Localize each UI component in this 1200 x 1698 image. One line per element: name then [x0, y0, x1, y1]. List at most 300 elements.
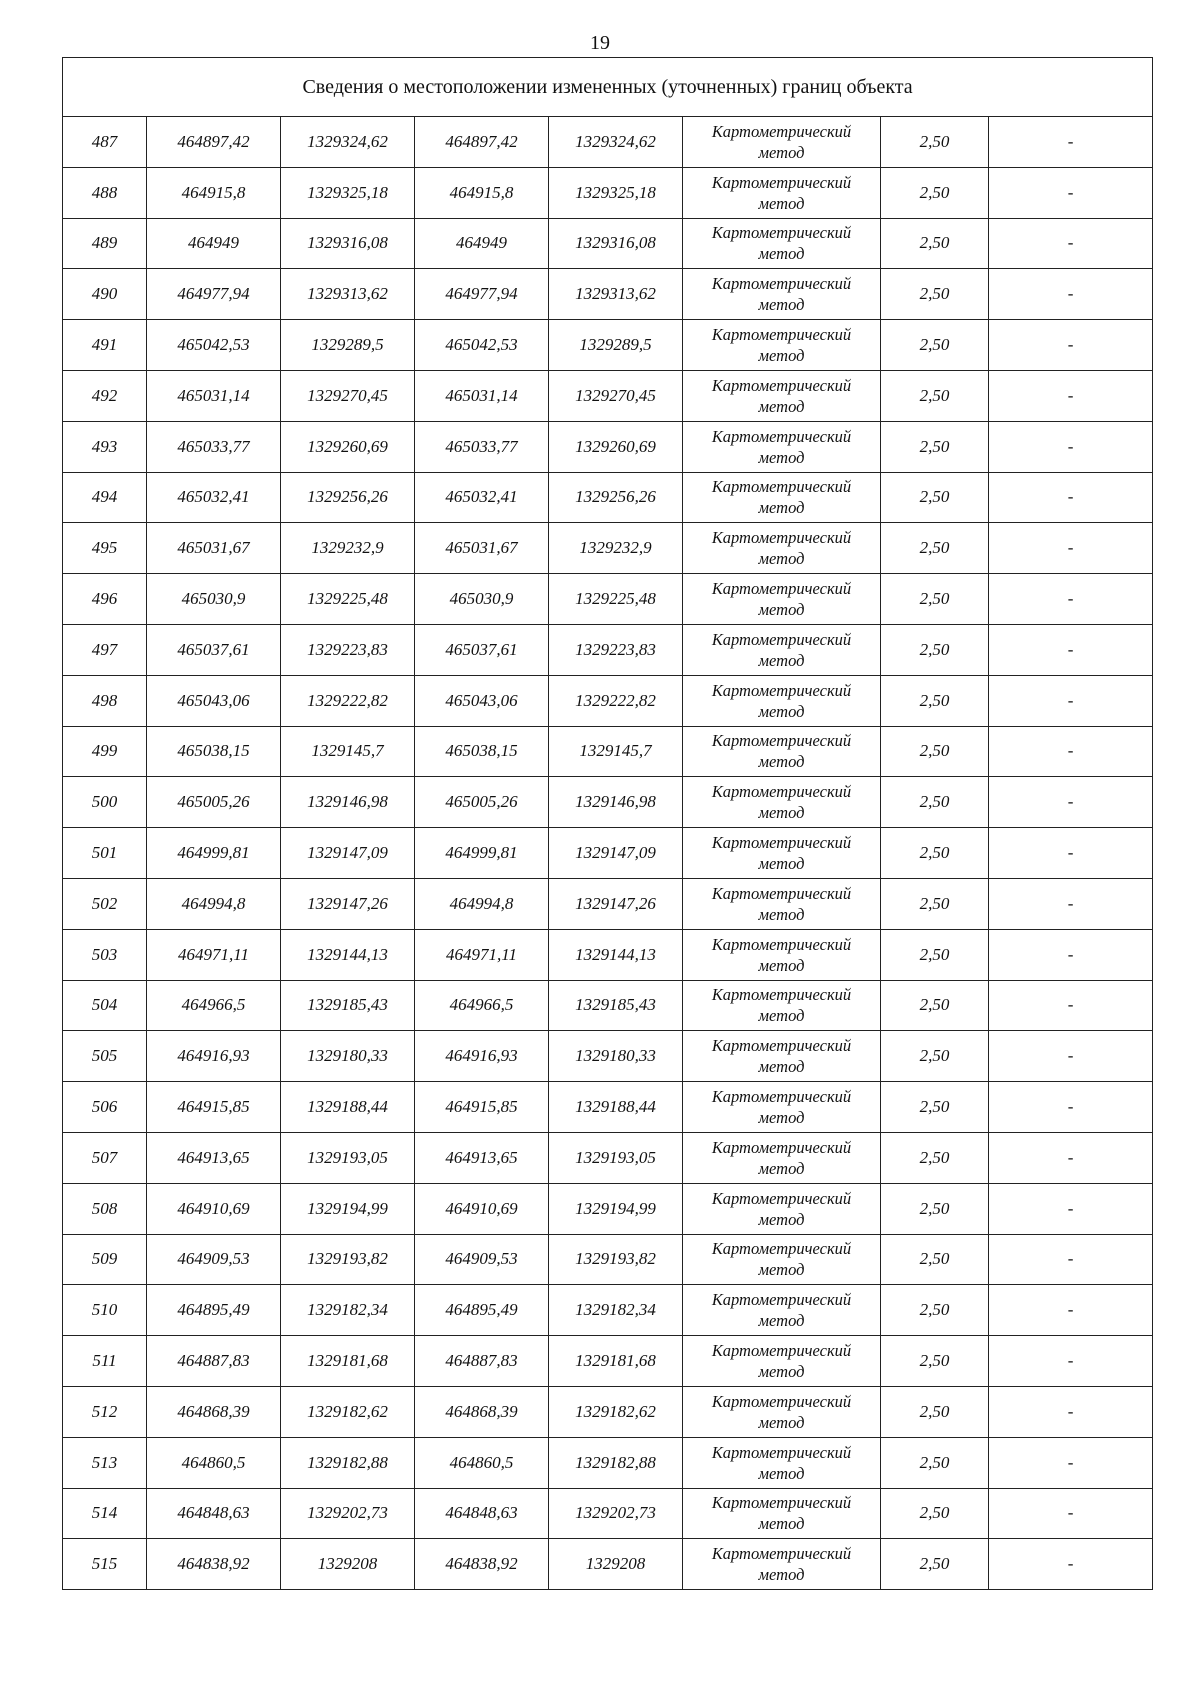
table-row: [63, 117, 1153, 168]
method-line-2: метод: [758, 498, 805, 518]
existing-x-cell: 464868,39: [147, 1386, 281, 1437]
point-number-cell: 513: [63, 1437, 147, 1488]
method-line-1: Картометрический: [711, 985, 852, 1005]
note-cell: -: [989, 675, 1153, 726]
refined-x-cell: 464887,83: [415, 1336, 549, 1387]
accuracy-cell: 2,50: [881, 828, 989, 879]
existing-x-cell: 464887,83: [147, 1336, 281, 1387]
refined-x-cell: 464994,8: [415, 878, 549, 929]
refined-x-cell: 464848,63: [415, 1488, 549, 1539]
note-cell: -: [989, 421, 1153, 472]
refined-y-cell: 1329182,88: [549, 1437, 683, 1488]
refined-x-cell: 464913,65: [415, 1132, 549, 1183]
accuracy-cell: 2,50: [881, 1285, 989, 1336]
method-cell: [683, 878, 881, 929]
method-cell: [683, 1386, 881, 1437]
refined-y-cell: 1329193,82: [549, 1234, 683, 1285]
point-number-cell: 509: [63, 1234, 147, 1285]
method-line-2: метод: [758, 244, 805, 264]
method-cell: [683, 1285, 881, 1336]
refined-y-cell: 1329313,62: [549, 269, 683, 320]
method-cell: [683, 1234, 881, 1285]
point-number-cell: 515: [63, 1539, 147, 1590]
method-cell: [683, 1539, 881, 1590]
table-row: [63, 1183, 1153, 1234]
refined-x-cell: 464909,53: [415, 1234, 549, 1285]
table-row: [63, 421, 1153, 472]
refined-y-cell: 1329270,45: [549, 370, 683, 421]
existing-y-cell: 1329188,44: [281, 1082, 415, 1133]
method-line-2: метод: [758, 1260, 805, 1280]
method-line-1: Картометрический: [711, 1442, 852, 1462]
existing-y-cell: 1329256,26: [281, 472, 415, 523]
existing-y-cell: 1329208: [281, 1539, 415, 1590]
existing-x-cell: 465030,9: [147, 574, 281, 625]
existing-y-cell: 1329194,99: [281, 1183, 415, 1234]
point-number-cell: 506: [63, 1082, 147, 1133]
table-row: [63, 726, 1153, 777]
point-number-cell: 493: [63, 421, 147, 472]
refined-y-cell: 1329185,43: [549, 980, 683, 1031]
refined-x-cell: 464915,85: [415, 1082, 549, 1133]
refined-x-cell: 465043,06: [415, 675, 549, 726]
existing-y-cell: 1329289,5: [281, 320, 415, 371]
method-cell: [683, 1336, 881, 1387]
note-cell: -: [989, 624, 1153, 675]
method-cell: [683, 624, 881, 675]
table-row: [63, 472, 1153, 523]
refined-y-cell: 1329325,18: [549, 167, 683, 218]
method-line-2: метод: [758, 904, 805, 924]
note-cell: -: [989, 1539, 1153, 1590]
existing-x-cell: 465037,61: [147, 624, 281, 675]
existing-y-cell: 1329193,05: [281, 1132, 415, 1183]
existing-x-cell: 465032,41: [147, 472, 281, 523]
existing-x-cell: 465031,14: [147, 370, 281, 421]
refined-y-cell: 1329181,68: [549, 1336, 683, 1387]
method-line-1: Картометрический: [711, 325, 852, 345]
method-line-1: Картометрический: [711, 833, 852, 853]
existing-y-cell: 1329193,82: [281, 1234, 415, 1285]
method-line-2: метод: [758, 752, 805, 772]
point-number-cell: 514: [63, 1488, 147, 1539]
point-number-cell: 505: [63, 1031, 147, 1082]
point-number-cell: 487: [63, 117, 147, 168]
table-row: [63, 980, 1153, 1031]
method-cell: [683, 167, 881, 218]
point-number-cell: 500: [63, 777, 147, 828]
point-number-cell: 502: [63, 878, 147, 929]
point-number-cell: 489: [63, 218, 147, 269]
existing-x-cell: 464915,8: [147, 167, 281, 218]
existing-x-cell: 464913,65: [147, 1132, 281, 1183]
existing-y-cell: 1329181,68: [281, 1336, 415, 1387]
method-cell: [683, 1031, 881, 1082]
point-number-cell: 496: [63, 574, 147, 625]
note-cell: -: [989, 777, 1153, 828]
method-cell: [683, 117, 881, 168]
existing-x-cell: 465043,06: [147, 675, 281, 726]
point-number-cell: 499: [63, 726, 147, 777]
accuracy-cell: 2,50: [881, 1183, 989, 1234]
method-cell: [683, 574, 881, 625]
refined-x-cell: 465031,14: [415, 370, 549, 421]
table-row: [63, 218, 1153, 269]
method-line-2: метод: [758, 1006, 805, 1026]
accuracy-cell: 2,50: [881, 980, 989, 1031]
method-line-1: Картометрический: [711, 1087, 852, 1107]
existing-x-cell: 465042,53: [147, 320, 281, 371]
method-cell: [683, 675, 881, 726]
point-number-cell: 512: [63, 1386, 147, 1437]
refined-y-cell: 1329256,26: [549, 472, 683, 523]
method-line-1: Картометрический: [711, 782, 852, 802]
accuracy-cell: 2,50: [881, 574, 989, 625]
note-cell: -: [989, 929, 1153, 980]
existing-x-cell: 464916,93: [147, 1031, 281, 1082]
refined-x-cell: 464999,81: [415, 828, 549, 879]
method-line-2: метод: [758, 193, 805, 213]
refined-x-cell: 464977,94: [415, 269, 549, 320]
note-cell: -: [989, 167, 1153, 218]
method-line-1: Картометрический: [711, 172, 852, 192]
note-cell: -: [989, 980, 1153, 1031]
existing-y-cell: 1329147,26: [281, 878, 415, 929]
refined-x-cell: 465042,53: [415, 320, 549, 371]
point-number-cell: 494: [63, 472, 147, 523]
method-cell: [683, 370, 881, 421]
refined-y-cell: 1329180,33: [549, 1031, 683, 1082]
method-line-1: Картометрический: [711, 1188, 852, 1208]
table-caption: Сведения о местоположении измененных (уточненных) границ объекта: [63, 58, 1153, 117]
accuracy-cell: 2,50: [881, 878, 989, 929]
existing-y-cell: 1329222,82: [281, 675, 415, 726]
table-row: [63, 370, 1153, 421]
method-cell: [683, 269, 881, 320]
method-line-2: метод: [758, 650, 805, 670]
accuracy-cell: 2,50: [881, 1132, 989, 1183]
note-cell: -: [989, 320, 1153, 371]
method-line-1: Картометрический: [711, 1239, 852, 1259]
existing-y-cell: 1329144,13: [281, 929, 415, 980]
method-line-1: Картометрический: [711, 121, 852, 141]
note-cell: -: [989, 1488, 1153, 1539]
point-number-cell: 508: [63, 1183, 147, 1234]
refined-x-cell: 464915,8: [415, 167, 549, 218]
method-line-2: метод: [758, 1209, 805, 1229]
note-cell: -: [989, 218, 1153, 269]
refined-x-cell: 465005,26: [415, 777, 549, 828]
method-cell: [683, 472, 881, 523]
table-row: [63, 574, 1153, 625]
table-row: [63, 167, 1153, 218]
method-line-1: Картометрический: [711, 274, 852, 294]
refined-y-cell: 1329225,48: [549, 574, 683, 625]
refined-y-cell: 1329146,98: [549, 777, 683, 828]
note-cell: -: [989, 1031, 1153, 1082]
method-line-1: Картометрический: [711, 528, 852, 548]
refined-y-cell: 1329222,82: [549, 675, 683, 726]
refined-x-cell: 464838,92: [415, 1539, 549, 1590]
existing-x-cell: 464897,42: [147, 117, 281, 168]
method-line-1: Картометрический: [711, 426, 852, 446]
table-row: [63, 1285, 1153, 1336]
refined-y-cell: 1329182,62: [549, 1386, 683, 1437]
accuracy-cell: 2,50: [881, 269, 989, 320]
method-line-2: метод: [758, 803, 805, 823]
accuracy-cell: 2,50: [881, 1386, 989, 1437]
method-line-2: метод: [758, 1412, 805, 1432]
existing-y-cell: 1329180,33: [281, 1031, 415, 1082]
method-cell: [683, 218, 881, 269]
table-row: [63, 320, 1153, 371]
table-row: [63, 523, 1153, 574]
refined-x-cell: 464971,11: [415, 929, 549, 980]
method-line-1: Картометрический: [711, 579, 852, 599]
method-line-2: метод: [758, 1362, 805, 1382]
note-cell: -: [989, 1285, 1153, 1336]
refined-x-cell: 464895,49: [415, 1285, 549, 1336]
method-cell: [683, 1132, 881, 1183]
point-number-cell: 497: [63, 624, 147, 675]
note-cell: -: [989, 1183, 1153, 1234]
existing-x-cell: 464838,92: [147, 1539, 281, 1590]
accuracy-cell: 2,50: [881, 1488, 989, 1539]
point-number-cell: 495: [63, 523, 147, 574]
existing-x-cell: 465038,15: [147, 726, 281, 777]
accuracy-cell: 2,50: [881, 675, 989, 726]
note-cell: -: [989, 1234, 1153, 1285]
page-number: 19: [590, 32, 610, 54]
refined-y-cell: 1329147,26: [549, 878, 683, 929]
note-cell: -: [989, 523, 1153, 574]
refined-y-cell: 1329182,34: [549, 1285, 683, 1336]
table-row: [63, 777, 1153, 828]
method-cell: [683, 320, 881, 371]
accuracy-cell: 2,50: [881, 472, 989, 523]
refined-y-cell: 1329324,62: [549, 117, 683, 168]
table-row: [63, 1336, 1153, 1387]
note-cell: -: [989, 828, 1153, 879]
existing-y-cell: 1329182,62: [281, 1386, 415, 1437]
refined-y-cell: 1329144,13: [549, 929, 683, 980]
note-cell: -: [989, 1082, 1153, 1133]
method-line-1: Картометрический: [711, 934, 852, 954]
method-cell: [683, 1183, 881, 1234]
refined-x-cell: 465037,61: [415, 624, 549, 675]
existing-y-cell: 1329147,09: [281, 828, 415, 879]
method-line-2: метод: [758, 447, 805, 467]
existing-x-cell: 464966,5: [147, 980, 281, 1031]
existing-y-cell: 1329182,34: [281, 1285, 415, 1336]
table-row: [63, 1132, 1153, 1183]
note-cell: -: [989, 1437, 1153, 1488]
method-line-2: метод: [758, 955, 805, 975]
method-cell: [683, 523, 881, 574]
refined-x-cell: 465032,41: [415, 472, 549, 523]
refined-x-cell: 464868,39: [415, 1386, 549, 1437]
existing-y-cell: 1329260,69: [281, 421, 415, 472]
accuracy-cell: 2,50: [881, 1437, 989, 1488]
table-row: [63, 1082, 1153, 1133]
existing-x-cell: 464860,5: [147, 1437, 281, 1488]
point-number-cell: 498: [63, 675, 147, 726]
accuracy-cell: 2,50: [881, 726, 989, 777]
existing-x-cell: 464999,81: [147, 828, 281, 879]
refined-y-cell: 1329208: [549, 1539, 683, 1590]
method-line-2: метод: [758, 396, 805, 416]
accuracy-cell: 2,50: [881, 624, 989, 675]
method-line-1: Картометрический: [711, 1391, 852, 1411]
existing-y-cell: 1329313,62: [281, 269, 415, 320]
note-cell: -: [989, 1132, 1153, 1183]
refined-y-cell: 1329260,69: [549, 421, 683, 472]
refined-y-cell: 1329188,44: [549, 1082, 683, 1133]
accuracy-cell: 2,50: [881, 421, 989, 472]
accuracy-cell: 2,50: [881, 1234, 989, 1285]
method-line-1: Картометрический: [711, 1036, 852, 1056]
refined-y-cell: 1329289,5: [549, 320, 683, 371]
method-cell: [683, 828, 881, 879]
note-cell: -: [989, 1336, 1153, 1387]
method-cell: [683, 777, 881, 828]
accuracy-cell: 2,50: [881, 777, 989, 828]
refined-y-cell: 1329145,7: [549, 726, 683, 777]
existing-y-cell: 1329182,88: [281, 1437, 415, 1488]
method-line-2: метод: [758, 142, 805, 162]
existing-x-cell: 464977,94: [147, 269, 281, 320]
table-row: [63, 1488, 1153, 1539]
method-cell: [683, 929, 881, 980]
method-line-1: Картометрический: [711, 375, 852, 395]
method-cell: [683, 421, 881, 472]
method-line-2: метод: [758, 295, 805, 315]
table-row: [63, 1234, 1153, 1285]
accuracy-cell: 2,50: [881, 1336, 989, 1387]
note-cell: -: [989, 726, 1153, 777]
method-cell: [683, 726, 881, 777]
table-row: [63, 1539, 1153, 1590]
table-row: [63, 1437, 1153, 1488]
existing-y-cell: 1329225,48: [281, 574, 415, 625]
existing-y-cell: 1329324,62: [281, 117, 415, 168]
existing-x-cell: 464994,8: [147, 878, 281, 929]
refined-y-cell: 1329194,99: [549, 1183, 683, 1234]
table-row: [63, 878, 1153, 929]
method-line-1: Картометрический: [711, 1290, 852, 1310]
table-caption-row: [63, 58, 1153, 117]
table-row: [63, 828, 1153, 879]
refined-x-cell: 465031,67: [415, 523, 549, 574]
existing-x-cell: 464949: [147, 218, 281, 269]
method-line-1: Картометрический: [711, 1341, 852, 1361]
method-line-1: Картометрический: [711, 1544, 852, 1564]
method-line-1: Картометрический: [711, 883, 852, 903]
refined-y-cell: 1329147,09: [549, 828, 683, 879]
existing-x-cell: 464909,53: [147, 1234, 281, 1285]
existing-y-cell: 1329185,43: [281, 980, 415, 1031]
refined-x-cell: 464966,5: [415, 980, 549, 1031]
existing-y-cell: 1329146,98: [281, 777, 415, 828]
note-cell: -: [989, 472, 1153, 523]
table-row: [63, 929, 1153, 980]
method-line-1: Картометрический: [711, 731, 852, 751]
method-cell: [683, 980, 881, 1031]
method-line-1: Картометрический: [711, 680, 852, 700]
note-cell: -: [989, 1386, 1153, 1437]
refined-y-cell: 1329223,83: [549, 624, 683, 675]
method-line-2: метод: [758, 1463, 805, 1483]
point-number-cell: 511: [63, 1336, 147, 1387]
existing-x-cell: 464971,11: [147, 929, 281, 980]
table-row: [63, 1031, 1153, 1082]
refined-x-cell: 464910,69: [415, 1183, 549, 1234]
refined-y-cell: 1329193,05: [549, 1132, 683, 1183]
existing-x-cell: 464910,69: [147, 1183, 281, 1234]
refined-y-cell: 1329316,08: [549, 218, 683, 269]
point-number-cell: 501: [63, 828, 147, 879]
method-line-1: Картометрический: [711, 223, 852, 243]
boundary-coordinates-table: [62, 57, 1153, 1590]
existing-y-cell: 1329202,73: [281, 1488, 415, 1539]
accuracy-cell: 2,50: [881, 167, 989, 218]
method-line-2: метод: [758, 1158, 805, 1178]
method-line-2: метод: [758, 346, 805, 366]
refined-x-cell: 464916,93: [415, 1031, 549, 1082]
method-line-2: метод: [758, 701, 805, 721]
accuracy-cell: 2,50: [881, 929, 989, 980]
refined-x-cell: 464860,5: [415, 1437, 549, 1488]
point-number-cell: 488: [63, 167, 147, 218]
existing-y-cell: 1329270,45: [281, 370, 415, 421]
method-line-2: метод: [758, 1514, 805, 1534]
point-number-cell: 507: [63, 1132, 147, 1183]
refined-x-cell: 465038,15: [415, 726, 549, 777]
accuracy-cell: 2,50: [881, 1031, 989, 1082]
table-row: [63, 1386, 1153, 1437]
note-cell: -: [989, 269, 1153, 320]
point-number-cell: 503: [63, 929, 147, 980]
accuracy-cell: 2,50: [881, 370, 989, 421]
point-number-cell: 492: [63, 370, 147, 421]
existing-y-cell: 1329316,08: [281, 218, 415, 269]
refined-x-cell: 464897,42: [415, 117, 549, 168]
refined-x-cell: 464949: [415, 218, 549, 269]
existing-y-cell: 1329325,18: [281, 167, 415, 218]
point-number-cell: 490: [63, 269, 147, 320]
note-cell: -: [989, 370, 1153, 421]
existing-y-cell: 1329145,7: [281, 726, 415, 777]
note-cell: -: [989, 574, 1153, 625]
note-cell: -: [989, 878, 1153, 929]
method-cell: [683, 1082, 881, 1133]
accuracy-cell: 2,50: [881, 218, 989, 269]
existing-y-cell: 1329223,83: [281, 624, 415, 675]
method-line-1: Картометрический: [711, 629, 852, 649]
refined-x-cell: 465030,9: [415, 574, 549, 625]
method-line-2: метод: [758, 600, 805, 620]
refined-x-cell: 465033,77: [415, 421, 549, 472]
table-row: [63, 269, 1153, 320]
note-cell: -: [989, 117, 1153, 168]
method-line-2: метод: [758, 1057, 805, 1077]
point-number-cell: 504: [63, 980, 147, 1031]
refined-y-cell: 1329232,9: [549, 523, 683, 574]
existing-x-cell: 464915,85: [147, 1082, 281, 1133]
existing-x-cell: 465005,26: [147, 777, 281, 828]
method-line-2: метод: [758, 549, 805, 569]
method-line-1: Картометрический: [711, 477, 852, 497]
